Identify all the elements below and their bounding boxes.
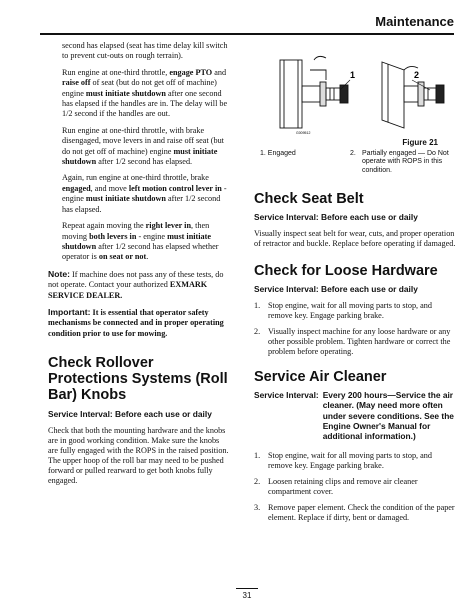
- list-item: 3. Remove paper element. Check the condition of the paper element. Replace if dirty, bent or damaged.: [254, 503, 455, 523]
- air-cleaner-heading: Service Air Cleaner: [254, 369, 387, 386]
- list-item: 2. Loosen retaining clips and remove air cleaner compartment cover.: [254, 477, 418, 497]
- seatbelt-heading: Check Seat Belt: [254, 191, 364, 208]
- figure-captions: [254, 150, 458, 175]
- list-item: 1. Stop engine, wait for all moving parts to stop, and remove key. Engage parking brake.: [254, 301, 432, 321]
- paragraph: Repeat again moving the right lever in, then moving both levers in - engine must initiate shutdown after 1/2 second has elapsed whether operator is on seat or not.: [62, 221, 219, 262]
- hardware-steps: [254, 301, 458, 357]
- right-column: [254, 40, 458, 529]
- caption-1: 1. Engaged: [260, 150, 296, 157]
- seatbelt-service-interval: Service Interval: Before each use or daily: [254, 212, 418, 223]
- callout-1: 1: [350, 70, 356, 80]
- list-item: 1. Stop engine, wait for all moving parts to stop, and remove key. Engage parking brake.: [254, 451, 432, 471]
- rollbar-heading: Check Rollover Protections Systems (Roll Bar) Knobs: [48, 355, 228, 404]
- section-header: Maintenance: [375, 14, 454, 29]
- seatbelt-body: Visually inspect seat belt for wear, cuts, and proper operation of retractor and buckle. Replace before operating if damaged.: [254, 229, 456, 249]
- hardware-heading: Check for Loose Hardware: [254, 263, 438, 280]
- paragraph: Run engine at one-third throttle, with brake disengaged, move levers in and raise off seat (but do not get off of machine) engine must initiate shutdown after 1/2 second has elapsed.: [62, 125, 224, 167]
- air-cleaner-service-interval: Service Interval: Every 200 hours—Service the air cleaner. (May need more often under severe conditions. See the Engine Owner's Manual for additional information.): [254, 390, 454, 442]
- page-number: 31: [242, 591, 252, 600]
- figure-title: Figure 21: [402, 138, 438, 147]
- paragraph: second has elapsed (seat has time delay kill switch to prevent cut-outs on rough terrain).: [62, 41, 228, 61]
- figure-rops-knobs: [254, 40, 458, 136]
- air-cleaner-steps: [254, 451, 458, 523]
- figure-part-number: G009512: [296, 131, 311, 135]
- callout-2: 2: [414, 70, 420, 80]
- important-note: Important: It is essential that operator safety mechanisms be connected and in proper operating condition prior to use for mowing.: [48, 306, 224, 338]
- header-rule: [40, 33, 454, 35]
- list-item: 2. Visually inspect machine for any loose hardware or any other possible problem. Tighten hardware or correct the problem before operating.: [254, 327, 451, 357]
- paragraph: Run engine at one-third throttle, engage PTO and raise off of seat (but do not get off of machine) engine must initiate shutdown after one second has elapsed if the handles are in. The delay will be 1/2 second if the handles are out.: [62, 67, 228, 119]
- rollbar-service-interval: Service Interval: Before each use or daily: [48, 409, 212, 420]
- left-column: [48, 41, 230, 496]
- rops-knob-illustration: [254, 40, 458, 136]
- paragraph: Again, run engine at one-third throttle, brake engaged, and move left motion control lever in - engine must initiate shutdown after 1/2 second has elapsed.: [62, 173, 227, 214]
- hardware-service-interval: Service Interval: Before each use or daily: [254, 284, 418, 295]
- rollbar-body: Check that both the mounting hardware and the knobs are in good working condition. Make sure the knobs are fully engaged with the ROPS in the raised position. The upper hoop of the roll bar may need to be pushed forward or pulled rearward to get both knobs fully engaged.: [48, 426, 229, 486]
- footer-rule: [236, 588, 258, 589]
- note: Note: If machine does not pass any of these tests, do not operate. Contact your authorized EXMARK SERVICE DEALER.: [48, 268, 224, 300]
- caption-2: 2. Partially engaged — Do Not operate with ROPS in this condition.: [350, 150, 449, 174]
